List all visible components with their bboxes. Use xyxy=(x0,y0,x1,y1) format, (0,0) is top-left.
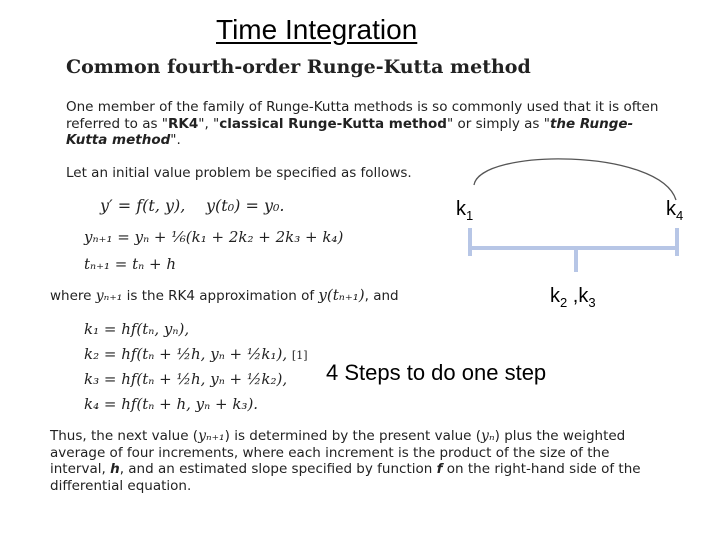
section-heading: Common fourth-order Runge-Kutta method xyxy=(66,56,531,78)
k4-equation: k₄ = hf(tₙ + h, yₙ + k₃). xyxy=(84,395,259,413)
summary-text: , and an estimated slope specified by function xyxy=(119,461,437,477)
where-variable: yₙ₊₁ xyxy=(95,288,123,304)
summary-text: on the right-hand side of the differential equation. xyxy=(50,461,641,494)
k1-step-label: $k_1$ xyxy=(456,198,474,223)
intro-text: " or simply as " xyxy=(446,115,550,132)
summary-text: Thus, the next value ( xyxy=(50,428,199,444)
ode-equation: y′ = f(t, y), xyxy=(100,196,186,215)
method-term: the Runge-Kutta method xyxy=(66,115,634,148)
where-approximation: y(tₙ₊₁) xyxy=(318,286,365,304)
k1-equation: k₁ = hf(tₙ, yₙ), xyxy=(84,320,190,338)
where-middle: is the RK4 approximation of xyxy=(122,288,319,304)
where-suffix: , and xyxy=(364,288,399,304)
k2-formula: k₂ = hf(tₙ + ½h, yₙ + ½k₁), xyxy=(84,345,288,363)
intro-text: ", " xyxy=(198,115,220,132)
classical-term: classical Runge-Kutta method xyxy=(219,115,447,132)
y-update-equation: yₙ₊₁ = yₙ + ⅙(k₁ + 2k₂ + 2k₃ + k₄) xyxy=(84,228,344,246)
ivp-intro-text: Let an initial value problem be specified as follows. xyxy=(66,165,412,181)
initial-condition-equation: y(t₀) = y₀. xyxy=(206,196,285,215)
summary-text: ) is determined by the present value ( xyxy=(224,428,482,444)
where-prefix: where xyxy=(50,288,96,304)
summary-present-value: yₙ xyxy=(481,428,495,444)
summary-text: ) plus the weighted average of four increments, where each increment is the product of the size of the interval, xyxy=(50,428,626,477)
steps-caption: 4 Steps to do one step xyxy=(326,360,547,385)
k2-k3-step-label: $k_2$ $,k_3$ xyxy=(550,285,596,310)
summary-f: f xyxy=(436,461,443,477)
t-update-equation: tₙ₊₁ = tₙ + h xyxy=(84,255,177,273)
summary-h: h xyxy=(110,461,120,477)
citation-marker[interactable]: [1] xyxy=(291,349,308,362)
slide-title: Time Integration xyxy=(216,14,418,45)
interval-arc xyxy=(474,159,676,200)
summary-next-value: yₙ₊₁ xyxy=(198,428,225,444)
intro-text: One member of the family of Runge-Kutta methods is so commonly used that it is often referred to as " xyxy=(66,99,659,132)
rk4-term: RK4 xyxy=(168,115,199,132)
k4-step-label: $k_4$ xyxy=(666,198,684,223)
intro-text: ". xyxy=(170,132,181,148)
k3-equation: k₃ = hf(tₙ + ½h, yₙ + ½k₂), xyxy=(84,370,288,388)
